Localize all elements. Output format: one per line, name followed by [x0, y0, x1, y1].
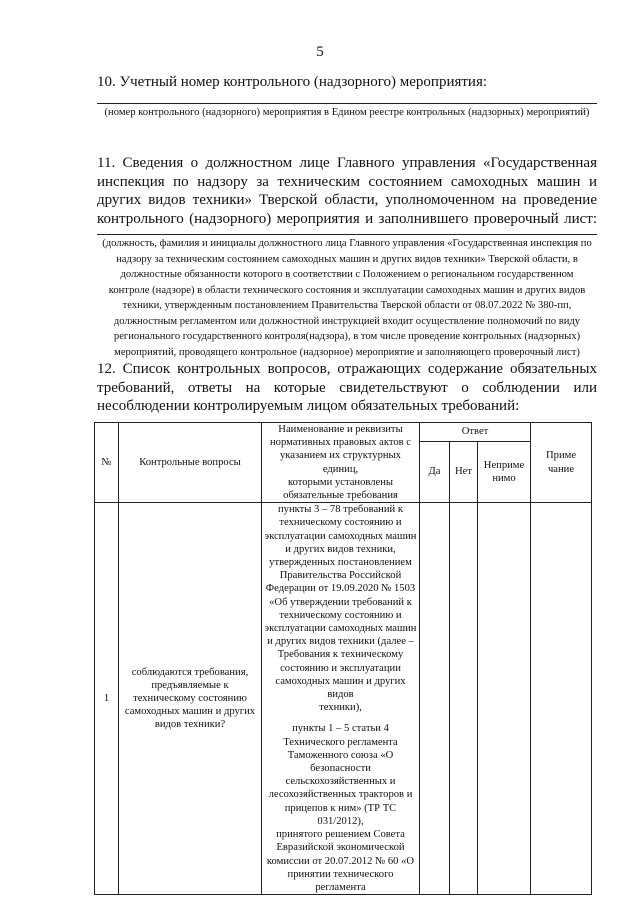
section-11-line: 11. Сведения о должностном лице Главного управления «Государственная	[97, 155, 597, 171]
acts-line: состоянию и эксплуатации	[280, 662, 401, 674]
acts-line: и других видов техники,	[285, 543, 396, 555]
header-note-line: Приме	[546, 450, 577, 462]
header-acts-line: указанием их структурных единиц,	[280, 450, 401, 475]
header-na-line: Неприме	[483, 459, 525, 471]
section-11-line: инспекция по надзору за техническим состоянием самоходных машин и	[97, 173, 597, 190]
section-10-fill-line	[97, 103, 597, 104]
question-line: самоходных машин и других	[124, 706, 256, 718]
section-11-caption-line: должностные обязанности которого в соответствии с Положением о региональном государственном	[120, 269, 574, 280]
header-acts-line: обязательные требования	[283, 490, 398, 502]
section-12-text	[97, 360, 597, 416]
answer-yes-cell[interactable]	[420, 503, 450, 895]
checklist-table	[94, 422, 592, 895]
header-acts-line: Наименование и реквизиты	[278, 424, 403, 435]
section-11-caption-line: регионального государственного контроля(надзора), в том числе проведение контрольных (надзорных)	[113, 331, 581, 342]
row-acts	[262, 503, 420, 895]
section-11-caption-line: техники, утвержденным постановлением Правительства Тверской области от 08.07.2022 № 380-пп,	[122, 300, 572, 311]
header-acts-line: которыми установлены	[287, 476, 394, 488]
table-row	[95, 503, 592, 895]
acts-line: Евразийской экономической	[276, 842, 405, 854]
acts-line: Требования к техническому	[277, 649, 404, 661]
header-acts	[262, 423, 420, 503]
answer-not-applicable-cell[interactable]	[478, 503, 531, 895]
acts-line: безопасности	[310, 763, 371, 775]
acts-line: эксплуатации самоходных машин	[264, 530, 417, 542]
question-line: видов техники?	[154, 719, 226, 731]
acts-line: пункты 3 – 78 требований к	[278, 504, 403, 516]
answer-no-cell[interactable]	[450, 503, 478, 895]
acts-line: принятии технического регламента	[287, 868, 394, 893]
acts-line: техническому состоянию и	[279, 517, 402, 529]
header-na-line: нимо	[492, 473, 516, 485]
section-11-caption-line: (должность, фамилия и инициалы должностного лица Главного управления «Государственная инспекция по	[102, 238, 592, 249]
acts-line: прицепов к ним» (ТР ТС 031/2012),	[284, 802, 397, 827]
section-10-title: 10. Учетный номер контрольного (надзорного) мероприятия:	[97, 74, 488, 90]
section-11-caption-line: мероприятий, проводящего контрольное (надзорное) мероприятие и заполняющего проверочный лист)	[114, 346, 580, 358]
acts-line: сельскохозяйственных и	[285, 776, 396, 788]
row-number: 1	[95, 503, 119, 895]
section-12-line: требований, ответы на которые свидетельствуют о соблюдении или	[97, 379, 597, 396]
header-questions: Контрольные вопросы	[119, 423, 262, 503]
acts-line: техническому состоянию и	[279, 609, 402, 621]
section-11-text	[97, 154, 597, 228]
acts-line: комиссии от 20.07.2012 № 60 «О	[266, 855, 415, 867]
section-11-caption-line: надзору за техническим состоянием самоходных машин и других видов техники» Тверской области, в	[116, 253, 578, 265]
acts-line: эксплуатации самоходных машин	[264, 623, 417, 635]
question-line: соблюдаются требования,	[131, 666, 249, 678]
acts-line: техники),	[319, 702, 362, 714]
question-line: техническому состоянию	[133, 693, 247, 705]
acts-line: пункты 1 – 5 статьи 4	[292, 723, 389, 735]
acts-line: лесохозяйственных тракторов и	[268, 789, 413, 801]
header-note-line: чание	[547, 463, 575, 475]
header-acts-line: нормативных правовых актов с	[269, 437, 411, 449]
acts-line: самоходных машин и других видов	[275, 675, 406, 701]
header-note	[531, 423, 592, 503]
acts-line: и других видов техники (далее –	[267, 636, 414, 648]
section-11-caption	[97, 236, 597, 360]
header-no: Нет	[450, 441, 478, 502]
acts-line: Таможенного союза «О	[287, 749, 394, 761]
section-11-caption-line: контроле (надзоре) в области технического состояния и эксплуатации самоходных машин и других видов	[108, 284, 586, 296]
section-11-caption-line: должностным регламентом или должностной инструкцией входит осуществление полномочий по виду	[113, 315, 581, 327]
question-line: предъявляемые к	[151, 679, 229, 691]
section-12-line: несоблюдении контролируемым лицом обязательных требований:	[97, 398, 520, 415]
section-11-line: других видов техники» Тверской области, уполномоченном на проведение	[97, 192, 597, 209]
acts-line: принятого решением Совета	[276, 829, 405, 841]
section-11-fill-line	[97, 234, 597, 235]
header-not-applicable	[478, 441, 531, 502]
acts-line: Правительства Российской	[279, 570, 402, 582]
section-11-line: контрольного (надзорного) мероприятия и заполнившего проверочный лист:	[97, 210, 597, 227]
header-number: №	[95, 423, 119, 503]
row-question	[119, 503, 262, 895]
header-yes: Да	[420, 441, 450, 502]
note-cell[interactable]	[531, 503, 592, 895]
page-number: 5	[316, 44, 324, 60]
acts-line: «Об утверждении требований к	[269, 596, 412, 608]
section-12-line: 12. Список контрольных вопросов, отражающих содержание обязательных	[97, 361, 597, 377]
section-10-caption: (номер контрольного (надзорного) мероприятия в Едином реестре контрольных (надзорных) мероприятий)	[104, 107, 590, 118]
header-answer: Ответ	[420, 423, 531, 442]
acts-line: Федерации от 19.09.2020 № 1503	[265, 583, 416, 595]
acts-line: утвержденных постановлением	[269, 557, 412, 569]
acts-line: Технического регламента	[283, 736, 398, 748]
